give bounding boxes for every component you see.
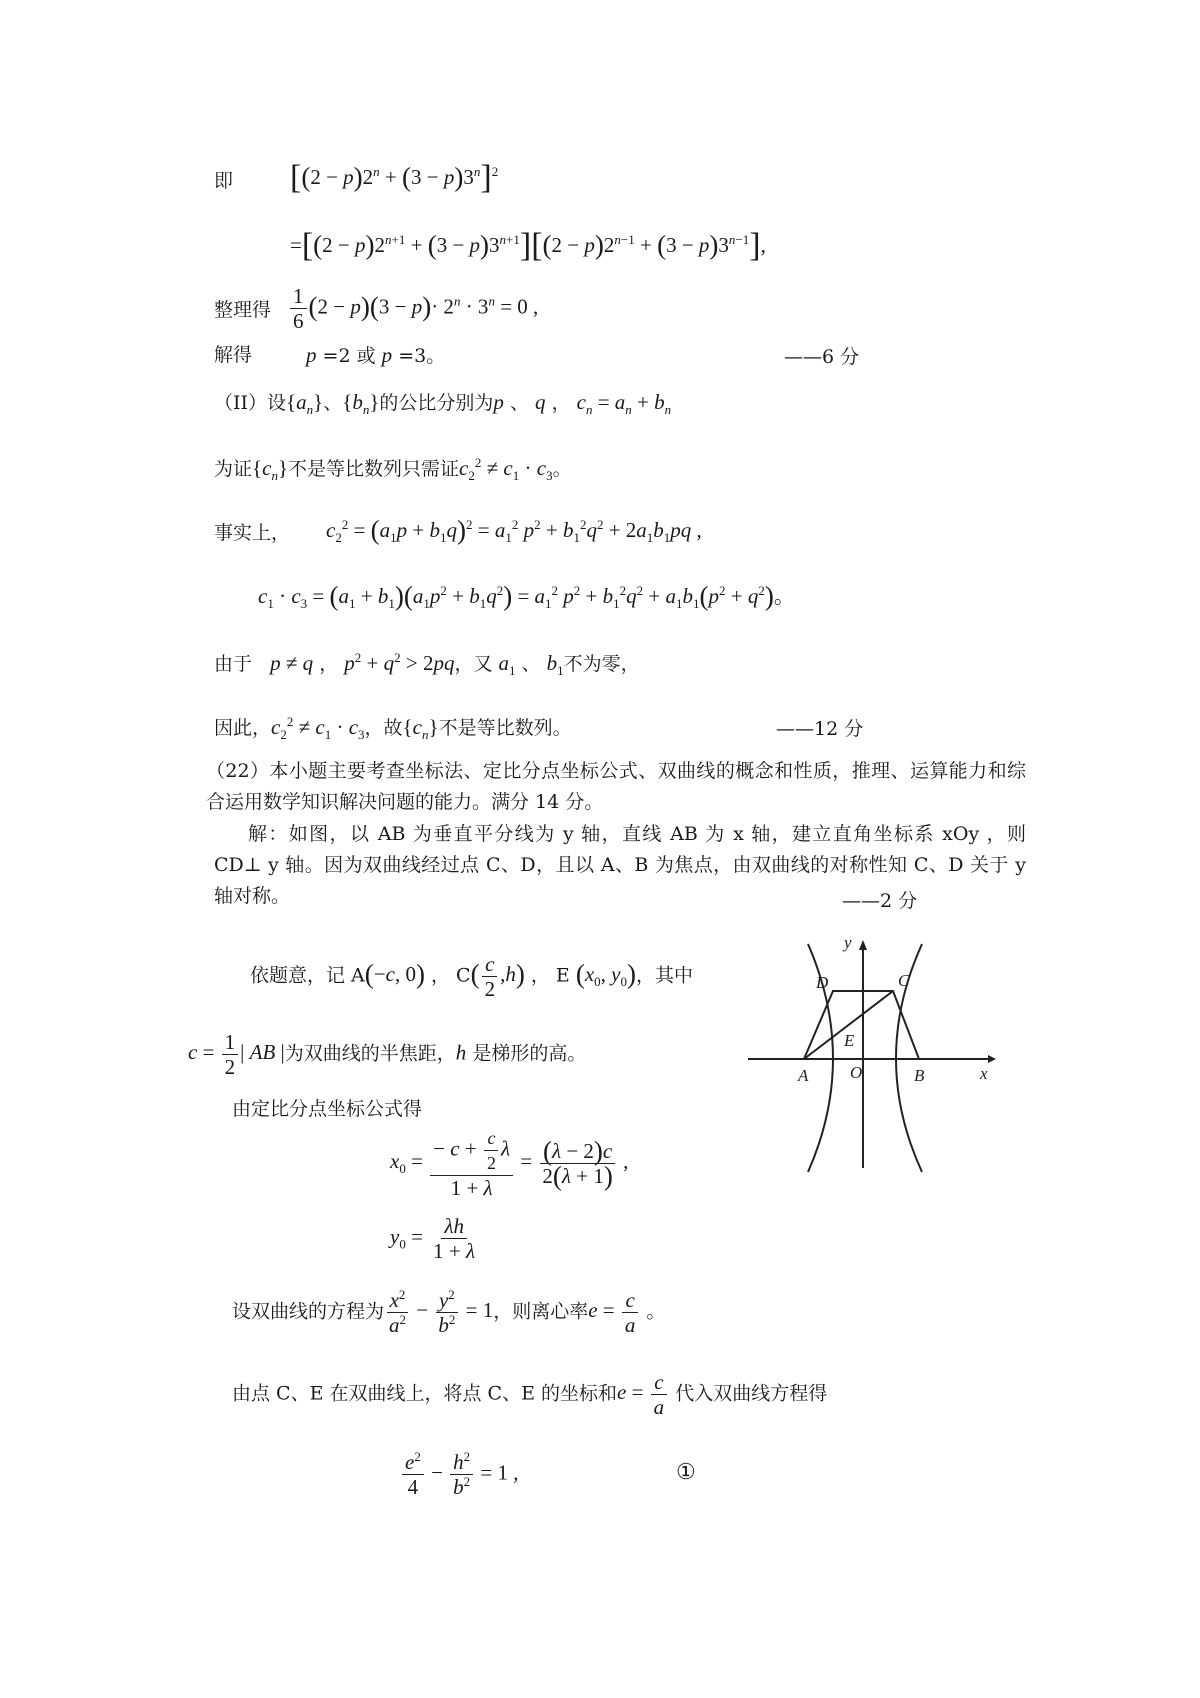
half-focal-line: c = $\frac{1}{2}$ | AB |为双曲线的半焦距，h 是梯形的高。	[188, 1030, 587, 1079]
eq-square-rhs: $=[(2 - p)2^{n+1} + (3 - p)3^{n+1}][(2 - p)2^{n-1} + (3 - p)3^{n-1}]$,	[290, 227, 766, 264]
label-yinci: 因此，	[214, 717, 272, 739]
hyperbola-figure	[746, 936, 996, 1176]
label-nonzero: 不为零，	[563, 653, 640, 675]
label-c: C	[898, 971, 910, 990]
substitute-line: 由点 C、E 在双曲线上，将点 C、E 的坐标和e = $\frac{c}{a}$ 代入双曲线方程得	[232, 1370, 828, 1419]
label-bushi: 不是等比数列只需证	[288, 458, 460, 480]
label-qizhong: ，其中	[635, 964, 693, 987]
eq-one: $\frac{e^2}{4}$ − $\frac{h^2}{b^2}$ = 1 ,	[400, 1450, 519, 1499]
section22-solution: 解：如图，以 AB 为垂直平分线为 y 轴，直线 AB 为 x 轴，建立直角坐标系 xOy ，则 CD⊥ y 轴。因为双曲线经过点 C、D，且以 A、B 为焦点，由双曲线的对称性知 C、D 关于 y 轴对称。	[214, 823, 1026, 907]
label-trap-height: 是梯形的高。	[472, 1042, 587, 1065]
label-bushi-end: 不是等比数列。	[438, 717, 572, 739]
hyperbola-eq-line: 设双曲线的方程为 $\frac{x^2}{a^2}$ − $\frac{y^2}{b^2}$ = 1，则离心率e = $\frac{c}{a}$ 。	[232, 1287, 666, 1337]
label-y: y	[844, 936, 852, 952]
score-12: ——12 分	[776, 718, 864, 740]
label-shishi: 事实上，	[214, 522, 291, 544]
label-set-eq: 设双曲线的方程为	[232, 1300, 385, 1323]
label-sub-text2: 代入双曲线方程得	[675, 1382, 828, 1405]
eq-y0: $y_0$ = $\frac{\lambda h}{1 + \lambda}$	[390, 1214, 476, 1263]
eq-c2sq: $c_2^2 = (a_1p + b_1q)^2 = a_1^2$ $p^2 + b_1^2q^2 + 2a_1b_1pq$ ,	[326, 515, 702, 546]
solve-result: p =2 或 p =3。	[306, 343, 446, 367]
x-axis-arrow	[988, 1055, 996, 1063]
given-line: 依题意，记 A(−c, 0) ， C( $\frac{c}{2}$ ,h) ， E ($x_0$, $y_0$)，其中	[250, 952, 693, 1001]
label-d: D	[816, 973, 829, 992]
score-2: ——2 分	[842, 890, 918, 912]
circle-one: ①	[676, 1460, 696, 1485]
eq-square-lhs: $[(2 - p)2^n + (3 - p)3^n]^2$	[290, 159, 499, 196]
since-line: 由于 p ≠ q ， $p^2 + q^2 > 2pq$，又 $a_1$ 、 $b_1$不为零，	[214, 650, 640, 679]
sep-1: 、	[323, 392, 343, 414]
label-ecc: ，则离心率	[493, 1300, 589, 1323]
label-o: O	[850, 1063, 863, 1082]
y-axis-arrow	[859, 940, 867, 950]
result-p3: =3。	[398, 345, 446, 367]
label-you: ，又	[454, 653, 493, 675]
label-jiede: 解得	[214, 344, 253, 366]
part-ii-prefix: （II）设	[214, 392, 287, 414]
label-dingbi: 由定比分点坐标公式得	[232, 1098, 423, 1120]
label-weizheng: 为证	[214, 458, 253, 480]
eq-x0: $x_0$ = − c + $\frac{c}{2}$ λ 1 + λ = $\frac{(\lambda - 2)c}{2(\lambda + 1)}$ ,	[390, 1128, 629, 1200]
label-gu: ，故	[364, 717, 403, 739]
label-b: B	[914, 1066, 925, 1085]
label-a: A	[798, 1066, 809, 1085]
result-p2: =2 或	[322, 345, 376, 367]
label-sub-text: 由点 C、E 在双曲线上，将点 C、E 的坐标和	[232, 1382, 617, 1405]
therefore-line: 因此，$c_2^2 \ne c_1 \cdot c_3$，故$\{c_n\}$不是等比数列。	[214, 714, 572, 743]
label-ji: 即	[214, 170, 234, 192]
label-half-focal: 为双曲线的半焦距，	[284, 1042, 456, 1065]
label-yitiyi: 依题意，记 A	[250, 964, 365, 987]
comma-1: ，	[551, 392, 571, 414]
section22-intro: （22）本小题主要考查坐标法、定比分点坐标公式、双曲线的概念和性质，推理、运算能力和综合运用数学知识解决问题的能力。满分 14 分。	[206, 760, 1026, 813]
label-x: x	[980, 1064, 988, 1083]
prove-line: 为证$\{c_n\}$不是等比数列只需证$c_2^2 \ne c_1 \cdot c_3$。	[214, 455, 572, 484]
period-1: 。	[552, 458, 572, 480]
score-6: ——6 分	[784, 346, 860, 368]
eq-c1c3: $c_1 \cdot c_3 = (a_1 + b_1)(a_1p^2 + b_1q^2) = a_1^2$ $p^2 + b_1^2q^2 + a_1b_1(p^2 + q^2)$。	[258, 581, 795, 612]
part-ii-line: （II）设$\{a_n\}$、$\{b_n\}$的公比分别为p 、 q ， $c_n = a_n + b_n$	[214, 390, 672, 418]
label-e: E	[844, 1031, 855, 1050]
eq-simplified: $\frac{1}{6}$ $(2 - p)(3 - p)\cdot 2^n \cdot 3^n = 0$ ,	[288, 284, 538, 333]
label-zhengli: 整理得	[214, 299, 272, 321]
label-youyu: 由于	[214, 653, 253, 675]
ratio-text: 的公比分别为	[379, 392, 494, 414]
